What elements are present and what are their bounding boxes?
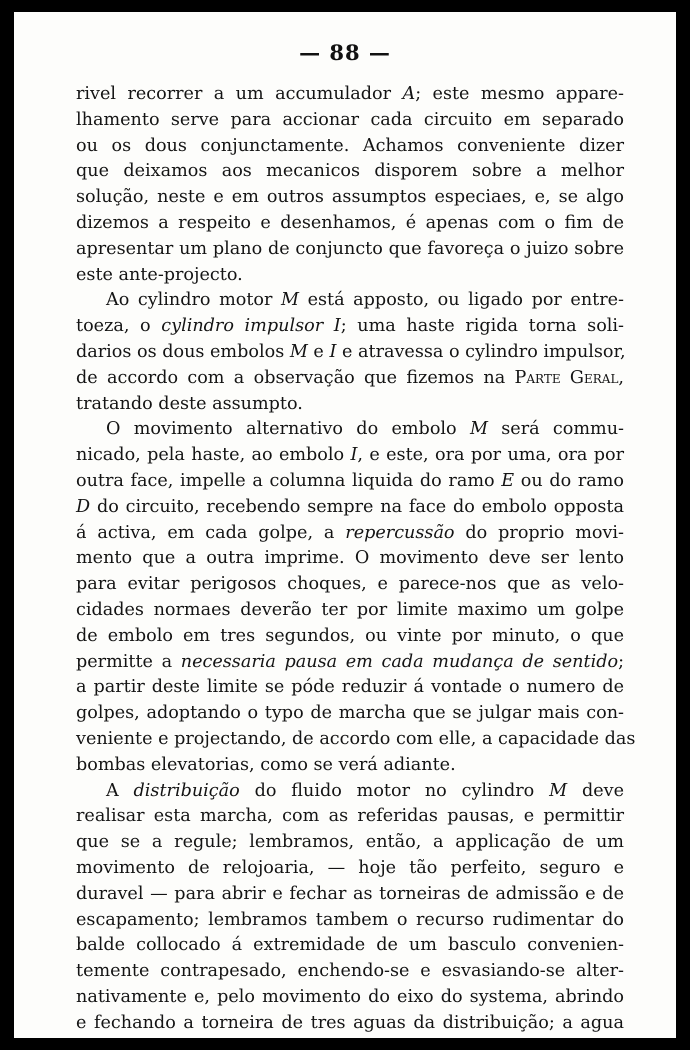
text-segment: ,: [618, 367, 625, 388]
text-segment: e fechando a torneira de tres aguas da distribuição; a agua: [76, 1012, 624, 1033]
text-line: [76, 159, 624, 185]
text-line: [76, 727, 636, 753]
text-segment: para evitar perigosos choques, e parece-nos que as velo-: [76, 574, 624, 595]
text-segment: do circuito, recebendo sempre na face do embolo opposta: [90, 496, 624, 517]
italic-text: necessaria pausa em cada mudança de sentido: [180, 651, 619, 672]
italic-text: E: [501, 470, 515, 491]
text-segment: de embolo em tres segundos, ou vinte por minuto, o que: [76, 625, 624, 646]
text-segment: permitte a: [76, 651, 181, 672]
text-segment: O movimento alternativo do embolo: [106, 419, 470, 440]
text-line: [76, 882, 624, 908]
text-line: [76, 546, 624, 572]
text-line: [76, 263, 624, 289]
text-segment: bombas elevatorias, como se verá adiante.: [76, 754, 456, 775]
text-segment: que se a regule; lembramos, então, a applicação de um: [76, 832, 624, 853]
text-segment: golpes, adoptando o typo de marcha que se julgar mais con-: [76, 703, 624, 724]
text-segment: A: [106, 780, 134, 801]
text-line: [76, 314, 624, 340]
italic-text: M: [281, 290, 300, 311]
text-line: [76, 443, 624, 469]
text-segment: toeza, o: [76, 316, 162, 337]
text-line: [76, 288, 624, 314]
text-segment: mento que a outra imprime. O movimento deve ser lento: [76, 548, 624, 569]
text-segment: tratando deste assumpto.: [76, 393, 303, 414]
italic-text: A: [402, 84, 416, 104]
text-line: [76, 417, 624, 443]
text-segment: veniente e projectando, de accordo com elle, a capacidade das: [76, 728, 636, 749]
text-line: [76, 804, 624, 830]
italic-text: D: [76, 496, 91, 517]
text-segment: ;: [618, 651, 624, 672]
italic-text: cylindro impulsor I: [161, 316, 341, 337]
text-segment: rivel recorrer a um accumulador: [76, 84, 403, 104]
text-line: [76, 340, 624, 366]
text-line: [76, 237, 624, 263]
italic-text: I: [329, 341, 337, 362]
text-segment: á activa, em cada golpe, a: [76, 522, 346, 543]
text-line: [76, 495, 624, 521]
text-line: [76, 598, 624, 624]
text-segment: de accordo com a observação que fizemos na: [76, 367, 515, 388]
text-line: [76, 624, 624, 650]
text-segment: ; uma haste rigida torna soli-: [340, 316, 625, 337]
text-segment: do fluido motor no cylindro: [239, 780, 550, 801]
text-segment: , e este, ora por uma, ora por: [357, 445, 624, 466]
text-line: [76, 134, 624, 160]
text-segment: será commu-: [487, 419, 624, 440]
text-segment: dizemos a respeito e desenhamos, é apenas com o fim de: [76, 212, 624, 233]
text-segment: solução, neste e em outros assumptos especiaes, e, se algo: [76, 187, 624, 208]
text-segment: realisar esta marcha, com as referidas pausas, e permittir: [76, 806, 624, 827]
text-segment: e: [307, 341, 330, 362]
text-line: [76, 985, 624, 1011]
smallcaps-text: Parte Geral: [514, 367, 619, 388]
text-line: [76, 521, 624, 547]
text-line: [76, 366, 624, 392]
text-line: [76, 650, 624, 676]
italic-text: M: [469, 419, 488, 440]
italic-text: M: [289, 341, 308, 362]
text-segment: do proprio movi-: [454, 522, 624, 543]
text-line: [76, 779, 624, 805]
book-page: [14, 12, 676, 1038]
text-line: [76, 908, 624, 934]
text-segment: e atravessa o cylindro impulsor,: [336, 341, 626, 362]
text-segment: ou os dous conjunctamente. Achamos conveniente dizer: [76, 135, 624, 156]
text-line: [76, 753, 624, 779]
text-segment: movimento de relojoaria, — hoje tão perfeito, seguro e: [76, 857, 624, 878]
text-line: [76, 572, 624, 598]
text-line: [76, 959, 624, 985]
text-segment: a partir deste limite se póde reduzir á vontade o numero de: [76, 677, 624, 698]
text-segment: nativamente e, pelo movimento do eixo do systema, abrindo: [76, 986, 624, 1007]
text-segment: outra face, impelle a columna liquida do ramo: [76, 470, 502, 491]
text-segment: apresentar um plano de conjuncto que favoreça o juizo sobre: [76, 238, 624, 259]
text-line: [76, 82, 624, 108]
text-line: [76, 856, 624, 882]
text-line: [76, 392, 624, 418]
italic-text: distribuição: [133, 780, 240, 801]
italic-text: M: [549, 780, 568, 801]
text-segment: cidades normaes deverão ter por limite maximo um golpe: [76, 599, 624, 620]
text-segment: temente contrapesado, enchendo-se e esvasiando-se alter-: [76, 961, 624, 982]
text-segment: este ante-projecto.: [76, 264, 243, 285]
italic-text: I: [350, 445, 358, 466]
text-line: [76, 469, 624, 495]
body-text: [76, 82, 636, 1036]
text-line: [76, 211, 624, 237]
text-line: [76, 108, 624, 134]
text-line: [76, 933, 624, 959]
text-segment: nicado, pela haste, ao embolo: [76, 445, 351, 466]
text-line: [76, 675, 624, 701]
text-line: [76, 701, 624, 727]
text-segment: darios os dous embolos: [76, 341, 290, 362]
text-segment: duravel — para abrir e fechar as torneiras de admissão e de: [76, 883, 624, 904]
text-segment: escapamento; lembramos tambem o recurso rudimentar do: [76, 909, 624, 930]
text-segment: deve: [567, 780, 624, 801]
text-segment: Ao cylindro motor: [106, 290, 282, 311]
text-segment: balde collocado á extremidade de um basculo convenien-: [76, 935, 624, 956]
text-segment: ou do ramo: [514, 470, 624, 491]
text-line: [76, 830, 624, 856]
italic-text: repercussão: [345, 522, 455, 543]
text-segment: lhamento serve para accionar cada circuito em separado: [76, 109, 624, 130]
text-segment: ; este mesmo appare-: [415, 84, 624, 104]
page-number: — 88 —: [299, 40, 391, 65]
text-line: [76, 185, 624, 211]
text-segment: que deixamos aos mecanicos disporem sobre a melhor: [76, 161, 624, 182]
text-line: [76, 1011, 624, 1037]
text-segment: está apposto, ou ligado por entre-: [299, 290, 624, 311]
